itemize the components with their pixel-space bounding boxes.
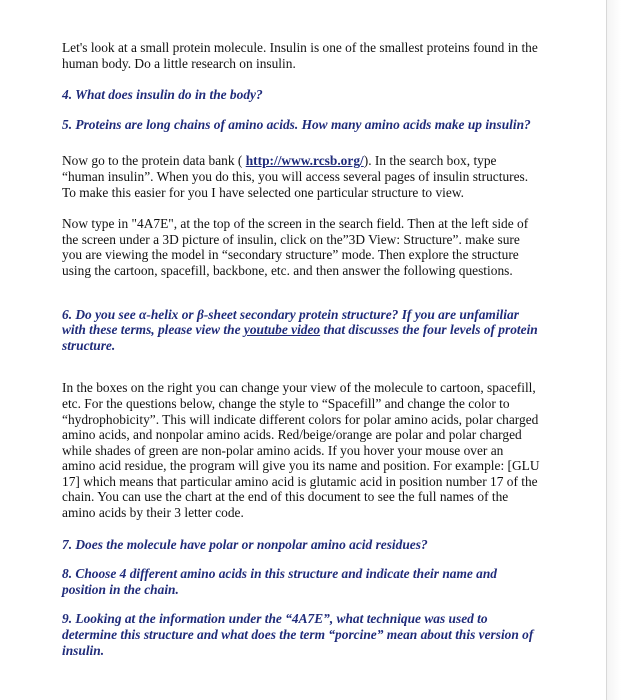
youtube-video-link[interactable]: youtube video bbox=[243, 322, 321, 338]
intro-paragraph: Let's look at a small protein molecule. Insulin is one of the smallest proteins found in the human body. Do a little research on insulin. bbox=[62, 40, 538, 71]
rcsb-link[interactable]: http://www.rcsb.org/ bbox=[245, 153, 364, 169]
pdb-text-before: Now go to the protein data bank ( bbox=[62, 153, 246, 169]
question-7: 7. Does the molecule have polar or nonpolar amino acid residues? bbox=[62, 536, 428, 552]
question-6 bbox=[62, 307, 540, 354]
page-edge bbox=[606, 0, 621, 700]
question-9: 9. Looking at the information under the “4A7E”, what technique was used to determine this structure and what does the term “porcine” mean about this version of insulin. bbox=[62, 611, 534, 658]
question-5: 5. Proteins are long chains of amino acids. How many amino acids make up insulin? bbox=[62, 116, 531, 132]
document-body bbox=[62, 40, 540, 658]
question-8: 8. Choose 4 different amino acids in this structure and indicate their name and position in the chain. bbox=[62, 566, 498, 597]
pdb-paragraph bbox=[62, 153, 540, 200]
structure-paragraph: Now type in "4A7E", at the top of the screen in the search field. Then at the left side of the screen under a 3D picture of insulin, click on the”3D View: Structure”. make sure you are viewing the model in “secondary structure” mode. Then explore the structure using the cartoon, spacefill, backbone, etc. and then answer the following questions. bbox=[62, 216, 529, 278]
pdb-text-after: ). In the search box, type “human insulin”. When you do this, you will access several pages of insulin structures. To make this easier for you I have selected one particular structure to view. bbox=[62, 153, 529, 200]
q6-text-after: that discusses the four levels of protein structure. bbox=[62, 322, 538, 353]
boxes-paragraph: In the boxes on the right you can change your view of the molecule to cartoon, spacefill, etc. For the questions below, change the style to “Spacefill” and change the color to “hydrophobicity”. This will indicate different colors for polar amino acids, polar charged amino acids, and nonpolar amino acids. Red/beige/orange are polar and polar charged while shades of green are non-polar amino acids. If you hover your mouse over an amino acid residue, the program will give you its name and position. For example: [GLU 17] which means that particular amino acid is glutamic acid in position number 17 of the chain. You can use the chart at the end of this document to see the full names of the amino acids by their 3 letter code. bbox=[62, 380, 540, 521]
question-4: 4. What does insulin do in the body? bbox=[62, 87, 263, 103]
q6-text-before: 6. Do you see α-helix or β-sheet secondary protein structure? If you are unfamiliar with these terms, please view the bbox=[62, 306, 519, 338]
